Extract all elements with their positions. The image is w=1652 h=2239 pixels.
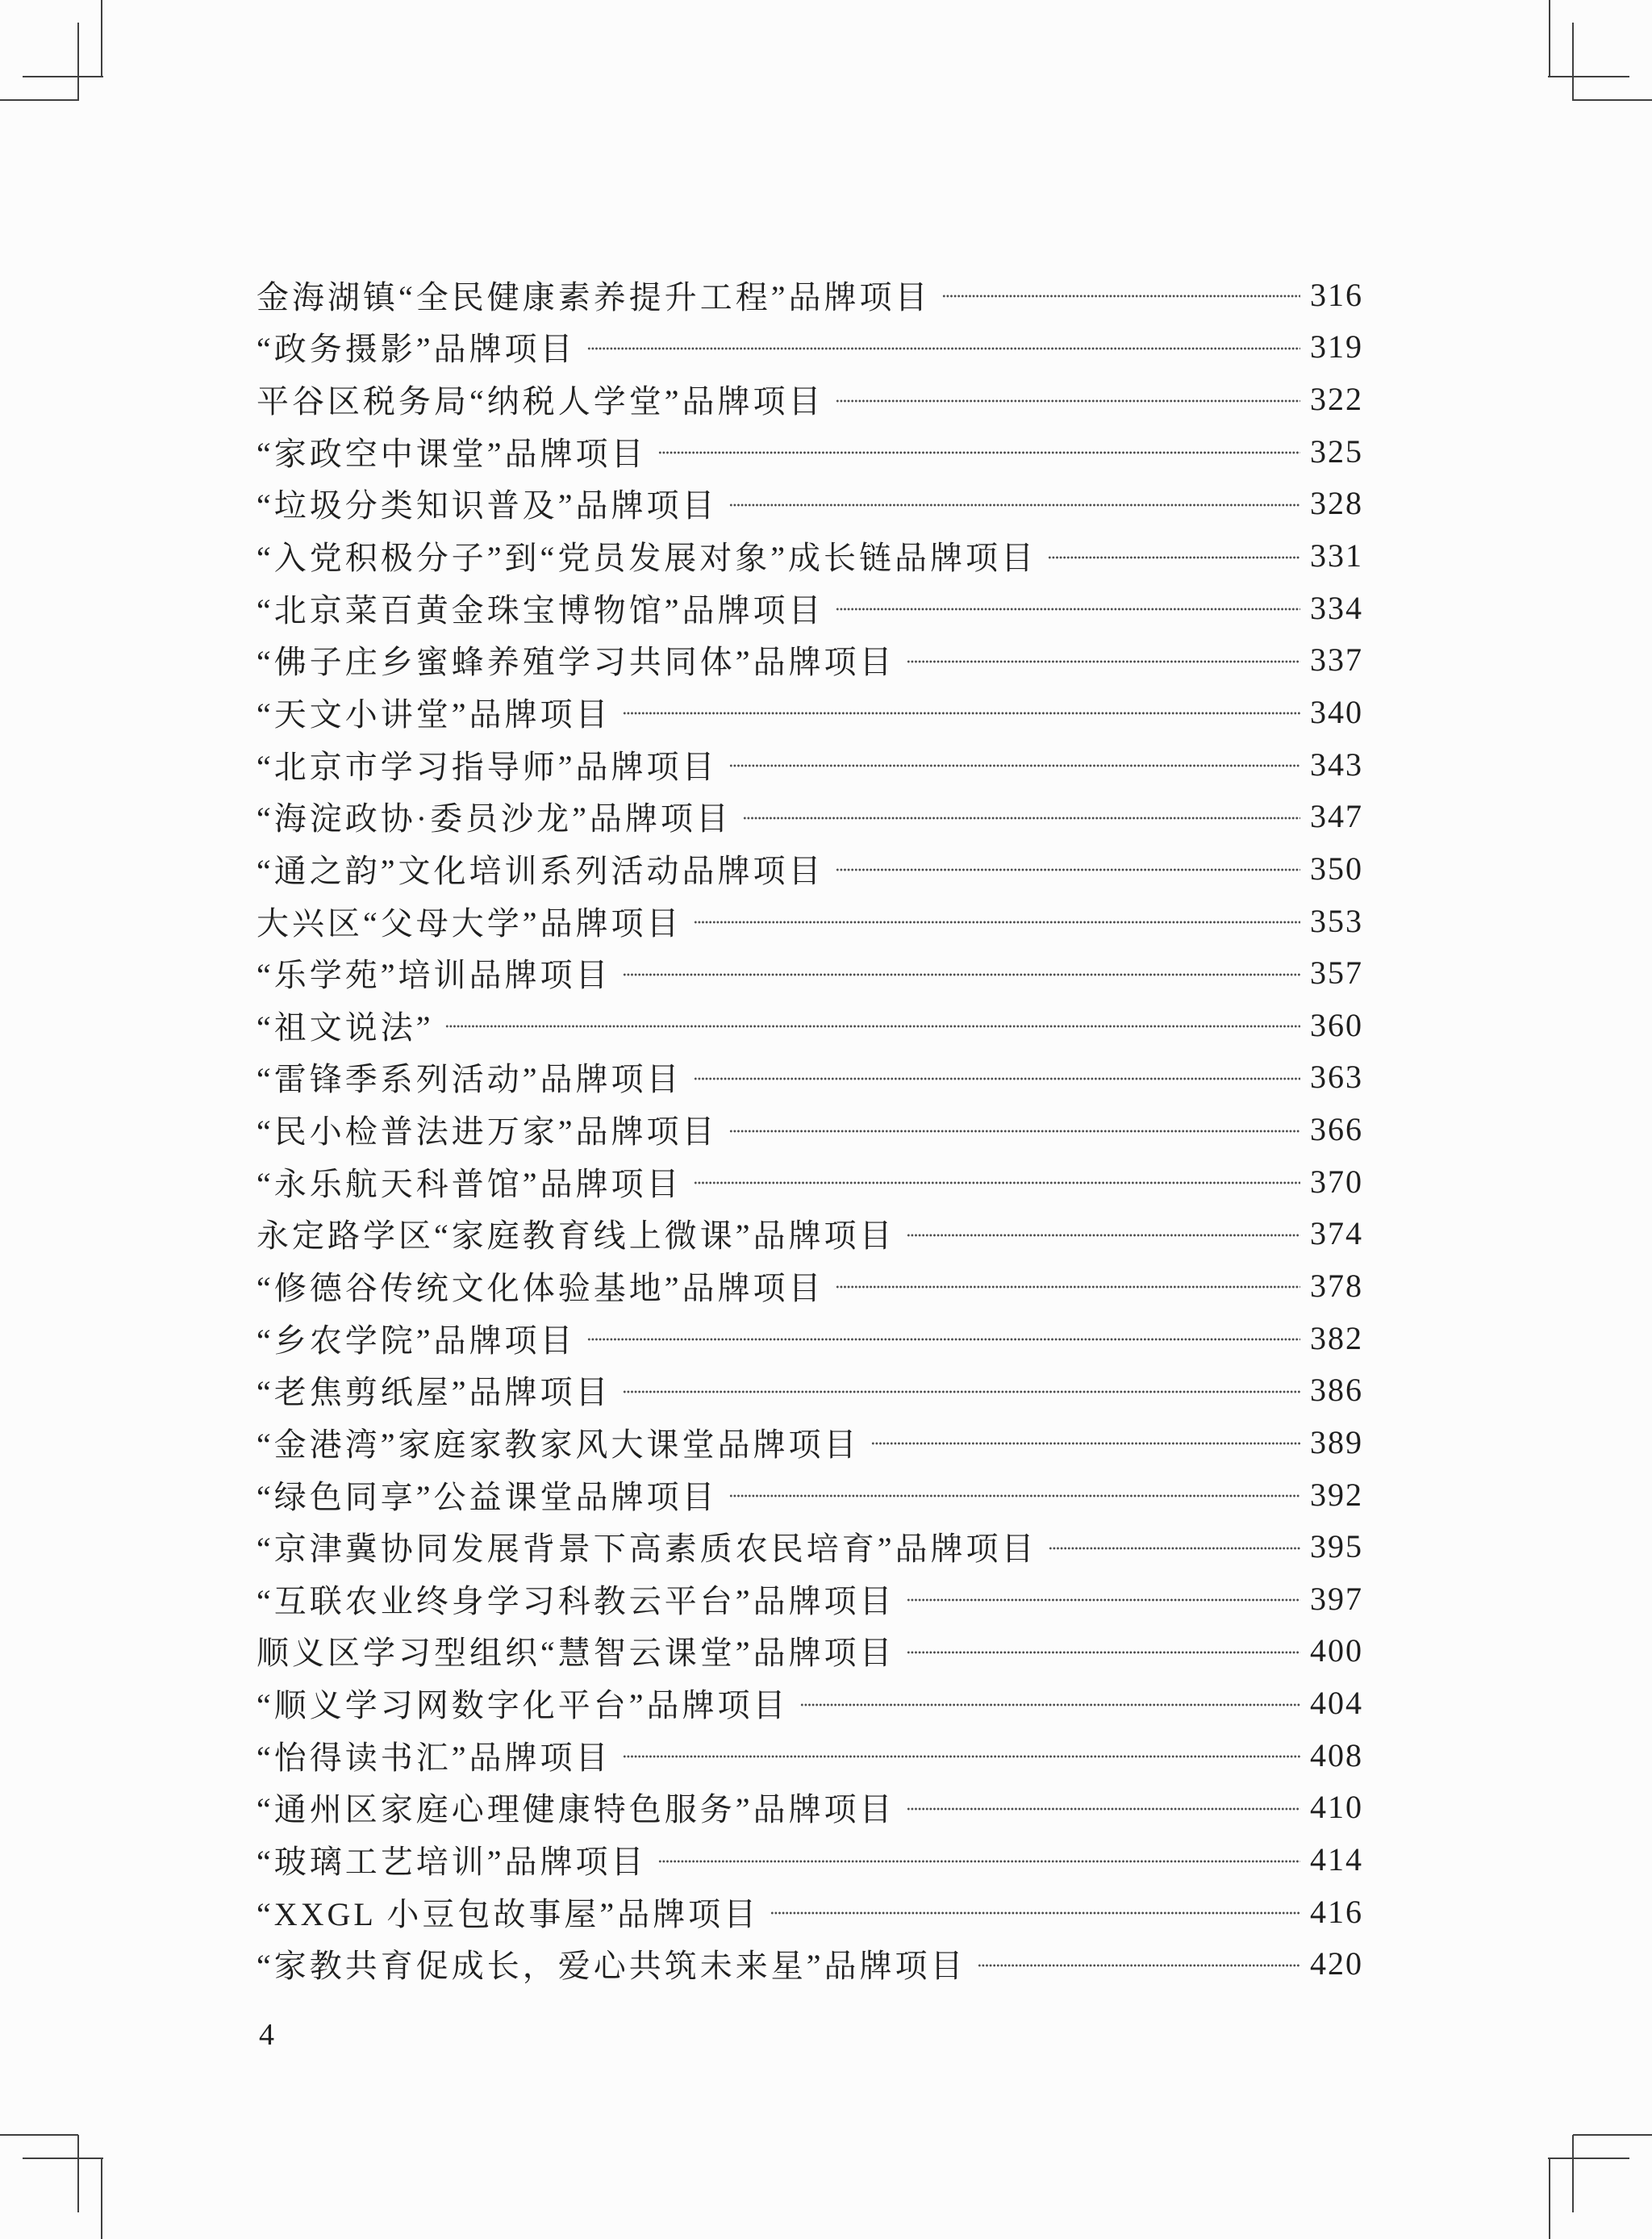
dotted-leader bbox=[743, 816, 1300, 821]
toc-entry bbox=[257, 1886, 1363, 1938]
toc-entry bbox=[257, 1259, 1363, 1312]
dotted-leader bbox=[1048, 555, 1300, 560]
toc-entry-page-number: 382 bbox=[1310, 1319, 1363, 1356]
toc-entry-page-number: 378 bbox=[1310, 1267, 1363, 1304]
dotted-leader bbox=[907, 1233, 1300, 1238]
toc-entry-page-number: 337 bbox=[1310, 641, 1363, 679]
toc-entry-page-number: 325 bbox=[1310, 432, 1363, 470]
toc-entry bbox=[257, 1155, 1363, 1208]
toc-entry-page-number: 360 bbox=[1310, 1006, 1363, 1043]
toc-entry bbox=[257, 582, 1363, 634]
dotted-leader bbox=[907, 1807, 1300, 1811]
toc-entry-title: “民小检普法进万家”品牌项目 bbox=[257, 1113, 718, 1151]
toc-entry bbox=[257, 321, 1363, 374]
toc-entry-title: “海淀政协·委员沙龙”品牌项目 bbox=[257, 800, 732, 838]
toc-entry bbox=[257, 686, 1363, 738]
toc-entry bbox=[257, 1520, 1363, 1573]
crop-mark-top-left bbox=[0, 0, 103, 101]
toc-entry bbox=[257, 1364, 1363, 1416]
toc-entry-page-number: 408 bbox=[1310, 1736, 1363, 1773]
toc-entry-page-number: 397 bbox=[1310, 1580, 1363, 1617]
toc-entry bbox=[257, 999, 1363, 1051]
dotted-leader bbox=[658, 450, 1300, 455]
toc-entry-title: “怡得读书汇”品牌项目 bbox=[257, 1739, 611, 1776]
dotted-leader bbox=[871, 1441, 1300, 1446]
toc-entry-page-number: 386 bbox=[1310, 1372, 1363, 1409]
toc-entry bbox=[257, 373, 1363, 425]
crop-mark-top-right bbox=[1548, 0, 1652, 101]
toc-entry-page-number: 334 bbox=[1310, 589, 1363, 626]
toc-entry bbox=[257, 1729, 1363, 1782]
toc-entry bbox=[257, 842, 1363, 895]
toc-entry-title: “家教共育促成长，爱心共筑未来星”品牌项目 bbox=[257, 1948, 966, 1985]
toc-entry-title: “祖文说法” bbox=[257, 1009, 434, 1046]
dotted-leader bbox=[623, 1754, 1300, 1759]
toc-entry-title: “通之韵”文化培训系列活动品牌项目 bbox=[257, 852, 824, 889]
toc-entry-title: “玻璃工艺培训”品牌项目 bbox=[257, 1844, 647, 1881]
toc-entry-title: “雷锋季系列活动”品牌项目 bbox=[257, 1061, 682, 1098]
dotted-leader bbox=[445, 1024, 1300, 1029]
dotted-leader bbox=[694, 1180, 1300, 1185]
toc-entry-page-number: 331 bbox=[1310, 537, 1363, 574]
toc-entry bbox=[257, 1573, 1363, 1625]
toc-entry-title: “老焦剪纸屋”品牌项目 bbox=[257, 1374, 611, 1411]
toc-entry bbox=[257, 1103, 1363, 1155]
toc-entry bbox=[257, 1625, 1363, 1677]
dotted-leader bbox=[658, 1859, 1300, 1864]
toc-entry-page-number: 363 bbox=[1310, 1059, 1363, 1096]
toc-entry bbox=[257, 1416, 1363, 1468]
toc-entry-title: 金海湖镇“全民健康素养提升工程”品牌项目 bbox=[257, 278, 931, 315]
page-number: 4 bbox=[259, 2018, 274, 2052]
toc-entry-title: “天文小讲堂”品牌项目 bbox=[257, 696, 611, 733]
dotted-leader bbox=[623, 711, 1300, 716]
toc-entry-title: “家政空中课堂”品牌项目 bbox=[257, 435, 647, 472]
dotted-leader bbox=[770, 1911, 1300, 1915]
toc-entry bbox=[257, 895, 1363, 947]
dotted-leader bbox=[836, 867, 1300, 872]
toc-entry bbox=[257, 1677, 1363, 1729]
dotted-leader bbox=[907, 659, 1300, 664]
toc-entry-page-number: 350 bbox=[1310, 850, 1363, 887]
dotted-leader bbox=[587, 346, 1300, 351]
toc-entry-page-number: 410 bbox=[1310, 1789, 1363, 1826]
toc-entry-page-number: 366 bbox=[1310, 1111, 1363, 1148]
toc-entry-title: “北京菜百黄金珠宝博物馆”品牌项目 bbox=[257, 591, 824, 629]
toc-entry bbox=[257, 1312, 1363, 1364]
dotted-leader bbox=[1049, 1546, 1300, 1551]
toc-entry-page-number: 347 bbox=[1310, 798, 1363, 835]
toc-entry bbox=[257, 1208, 1363, 1260]
toc-entry-page-number: 374 bbox=[1310, 1215, 1363, 1252]
dotted-leader bbox=[978, 1963, 1300, 1968]
toc-entry-page-number: 340 bbox=[1310, 693, 1363, 730]
toc-entry-title: “绿色同享”公益课堂品牌项目 bbox=[257, 1478, 718, 1515]
dotted-leader bbox=[729, 1493, 1300, 1498]
toc-entry-page-number: 414 bbox=[1310, 1841, 1363, 1878]
dotted-leader bbox=[694, 920, 1300, 925]
toc-entry-title: “通州区家庭心理健康特色服务”品牌项目 bbox=[257, 1791, 895, 1828]
toc-entry-page-number: 389 bbox=[1310, 1423, 1363, 1460]
dotted-leader bbox=[587, 1337, 1300, 1342]
dotted-leader bbox=[729, 503, 1300, 508]
toc-entry-title: 平谷区税务局“纳税人学堂”品牌项目 bbox=[257, 383, 824, 420]
toc-entry-title: “XXGL 小豆包故事屋”品牌项目 bbox=[257, 1895, 760, 1932]
toc-entry bbox=[257, 946, 1363, 999]
toc-entry-title: “佛子庄乡蜜蜂养殖学习共同体”品牌项目 bbox=[257, 644, 895, 681]
toc-entry bbox=[257, 738, 1363, 791]
toc-entry-page-number: 404 bbox=[1310, 1685, 1363, 1722]
toc-entry bbox=[257, 269, 1363, 321]
dotted-leader bbox=[942, 294, 1300, 299]
toc-entry-page-number: 316 bbox=[1310, 276, 1363, 313]
toc-entry bbox=[257, 529, 1363, 582]
toc-entry bbox=[257, 790, 1363, 842]
toc-entry-title: “乡农学院”品牌项目 bbox=[257, 1322, 576, 1359]
dotted-leader bbox=[729, 1129, 1300, 1134]
toc-entry-page-number: 322 bbox=[1310, 381, 1363, 418]
dotted-leader bbox=[836, 399, 1300, 403]
toc-entry bbox=[257, 478, 1363, 530]
toc-entry-page-number: 328 bbox=[1310, 485, 1363, 522]
toc-list bbox=[257, 269, 1363, 1990]
toc-entry-title: “修德谷传统文化体验基地”品牌项目 bbox=[257, 1269, 824, 1306]
toc-entry bbox=[257, 425, 1363, 478]
toc-entry bbox=[257, 1051, 1363, 1104]
toc-entry-page-number: 400 bbox=[1310, 1632, 1363, 1669]
toc-entry-title: 顺义区学习型组织“慧智云课堂”品牌项目 bbox=[257, 1635, 895, 1672]
dotted-leader bbox=[907, 1598, 1300, 1602]
toc-entry-title: “京津冀协同发展背景下高素质农民培育”品牌项目 bbox=[257, 1531, 1037, 1568]
dotted-leader bbox=[729, 763, 1300, 768]
dotted-leader bbox=[800, 1702, 1300, 1707]
crop-mark-bottom-right bbox=[1548, 2135, 1652, 2239]
toc-entry-title: 大兴区“父母大学”品牌项目 bbox=[257, 904, 682, 942]
dotted-leader bbox=[623, 972, 1300, 977]
toc-entry-title: “顺义学习网数字化平台”品牌项目 bbox=[257, 1687, 789, 1724]
toc-entry-title: “北京市学习指导师”品牌项目 bbox=[257, 748, 718, 785]
toc-entry-title: “政务摄影”品牌项目 bbox=[257, 331, 576, 368]
toc-entry-page-number: 395 bbox=[1310, 1528, 1363, 1565]
dotted-leader bbox=[836, 1285, 1300, 1289]
toc-entry-title: 永定路学区“家庭教育线上微课”品牌项目 bbox=[257, 1218, 895, 1255]
toc-entry-page-number: 420 bbox=[1310, 1945, 1363, 1982]
toc-entry-page-number: 392 bbox=[1310, 1476, 1363, 1513]
toc-entry-title: “互联农业终身学习科教云平台”品牌项目 bbox=[257, 1582, 895, 1619]
toc-entry-title: “垃圾分类知识普及”品牌项目 bbox=[257, 487, 718, 524]
toc-entry bbox=[257, 1782, 1363, 1834]
toc-entry-page-number: 353 bbox=[1310, 902, 1363, 939]
toc-entry bbox=[257, 1938, 1363, 1990]
toc-entry-title: “永乐航天科普馆”品牌项目 bbox=[257, 1165, 682, 1202]
toc-entry-title: “入党积极分子”到“党员发展对象”成长链品牌项目 bbox=[257, 540, 1037, 577]
toc-entry-page-number: 416 bbox=[1310, 1893, 1363, 1930]
dotted-leader bbox=[694, 1076, 1300, 1081]
toc-entry-page-number: 343 bbox=[1310, 746, 1363, 783]
dotted-leader bbox=[907, 1650, 1300, 1655]
toc-entry-title: “乐学苑”培训品牌项目 bbox=[257, 957, 611, 994]
crop-mark-bottom-left bbox=[0, 2135, 103, 2239]
toc-entry bbox=[257, 633, 1363, 686]
dotted-leader bbox=[623, 1389, 1300, 1394]
toc-entry-page-number: 319 bbox=[1310, 328, 1363, 366]
toc-entry bbox=[257, 1833, 1363, 1886]
toc-entry bbox=[257, 1468, 1363, 1521]
toc-entry-page-number: 357 bbox=[1310, 954, 1363, 992]
toc-entry-page-number: 370 bbox=[1310, 1163, 1363, 1200]
dotted-leader bbox=[836, 607, 1300, 612]
toc-entry-title: “金港湾”家庭家教家风大课堂品牌项目 bbox=[257, 1426, 860, 1463]
